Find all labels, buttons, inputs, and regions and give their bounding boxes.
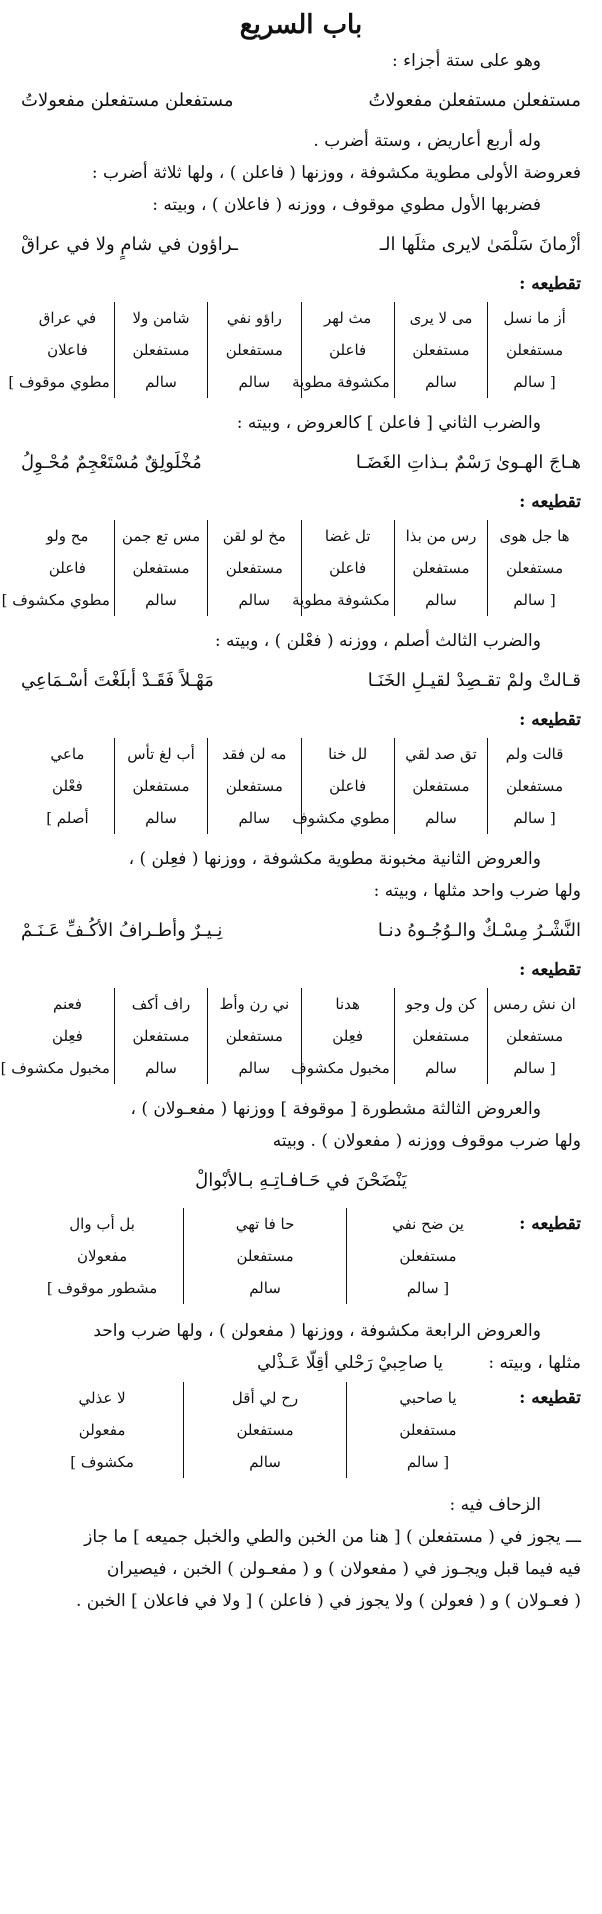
table-row xyxy=(21,1052,581,1084)
table-row xyxy=(21,1414,509,1446)
table-cell: ماعي xyxy=(50,745,85,763)
verse-3-sadr: قـالتْ ولمْ تقـصِدْ لقيـلِ الخَنَـا xyxy=(367,670,581,691)
darb3-line: والضرب الثالث أصلم ، ووزنه ( فعْلن ) ، وبيته : xyxy=(214,631,541,651)
table-cell: سالم xyxy=(208,802,301,834)
table-cell: راف أكف xyxy=(114,988,207,1020)
table-cell: تل غضا xyxy=(301,520,394,552)
verse-2 xyxy=(21,446,581,480)
table-cell: مستفعلن xyxy=(394,552,487,584)
table-cell: مستفعلن xyxy=(208,1020,301,1052)
scansion-block-6 xyxy=(21,1380,581,1488)
scansion-label: تقطيعه : xyxy=(519,274,581,294)
table-cell: فاعلن xyxy=(48,559,86,577)
table-cell: سالم xyxy=(114,366,207,398)
table-cell: [ سالم xyxy=(488,366,581,398)
intro-line: وهو على ستة أجزاء : xyxy=(391,51,541,71)
verse-2-ajuz: مُخْلَولِقٌ مُسْتَعْجِمٌ مُحْـوِلُ xyxy=(21,452,202,473)
table-cell: مستفعلن xyxy=(114,334,207,366)
table-cell: [ سالم xyxy=(346,1272,509,1304)
scansion-label: تقطيعه : xyxy=(519,960,581,980)
table-row xyxy=(21,988,581,1020)
table-row xyxy=(21,770,581,802)
table-cell: مستفعلن xyxy=(346,1414,509,1446)
meter-left: مستفعلن مستفعلن مفعولاتُ xyxy=(21,90,234,111)
table-cell: مفعولان xyxy=(77,1247,128,1265)
verse-1 xyxy=(21,228,581,262)
verse-4-sadr: النَّشْـرُ مِسْـكٌ والـوُجُـوهُ دنـا xyxy=(377,920,581,941)
scansion-block-5 xyxy=(21,1206,581,1314)
table-row xyxy=(21,552,581,584)
table-row xyxy=(21,802,581,834)
table-cell: بل أب وال xyxy=(69,1215,135,1233)
table-row xyxy=(21,1208,509,1240)
scansion-table-1 xyxy=(8,302,581,398)
table-cell: مستفعلن xyxy=(346,1240,509,1272)
scansion-table-6 xyxy=(21,1382,509,1478)
table-cell: مخبول مكشوف ] xyxy=(0,1059,110,1077)
table-row xyxy=(21,302,581,334)
arud3-line-1: والعروض الثالثة مشطورة [ موقوفة ] ووزنها ( مفعـولان ) ، xyxy=(130,1099,541,1119)
table-cell: ان نش رمس xyxy=(488,988,581,1020)
table-cell: مستفعلن xyxy=(114,1020,207,1052)
table-cell: مكشوفة مطوية xyxy=(301,584,394,616)
verse-4-ajuz: نِـيـرٌ وأطـرافُ الأكُـفِّ عَـنَـمْ xyxy=(21,920,223,941)
table-cell: فعِلن xyxy=(301,1020,394,1052)
verse-1-ajuz: ـراؤون في شامٍ ولا في عراقْ xyxy=(21,234,238,255)
table-cell: سالم xyxy=(394,802,487,834)
table-cell: مستفعلن xyxy=(394,770,487,802)
verse-3-ajuz: مَهْـلاً فَقَـدْ أبلَغْتَ أسْـمَاعِي xyxy=(21,670,214,691)
table-cell: سالم xyxy=(394,584,487,616)
table-cell: [ سالم xyxy=(488,584,581,616)
arud3-line-2: ولها ضرب موقوف ووزنه ( مفعولان ) . وبيته xyxy=(272,1131,581,1151)
table-cell: مطوي مكشوف xyxy=(301,802,394,834)
table-row xyxy=(21,1446,509,1478)
table-cell: مه لن فقد xyxy=(208,738,301,770)
table-cell: مستفعلن xyxy=(488,552,581,584)
table-cell: مستفعلن xyxy=(114,770,207,802)
table-cell: فعنم xyxy=(52,995,82,1013)
darb2-line: والضرب الثاني [ فاعلن ] كالعروض ، وبيته : xyxy=(236,413,541,433)
table-cell: مشطور موقوف ] xyxy=(46,1279,158,1297)
table-cell: مح ولو xyxy=(46,527,89,545)
verse-1-sadr: أزْمانَ سَلْمَىٰ لايرى مثلَها الـ xyxy=(379,234,581,255)
scansion-label: تقطيعه : xyxy=(519,1214,581,1234)
table-cell: سالم xyxy=(184,1272,347,1304)
table-cell: سالم xyxy=(394,1052,487,1084)
scansion-table-5 xyxy=(21,1208,509,1304)
table-cell: مس تع جمن xyxy=(114,520,207,552)
table-cell: مستفعلن xyxy=(394,1020,487,1052)
verse-2-sadr: هـاجَ الهـوىٰ رَسْمٌ بـذاتِ الغَضَـا xyxy=(355,452,581,473)
table-cell: هدنا xyxy=(301,988,394,1020)
verse-6: يا صاحِبيْ رَحْلي أقِلّا عَـذْلي xyxy=(257,1353,443,1373)
table-cell: لل خنا xyxy=(301,738,394,770)
table-cell: سالم xyxy=(114,802,207,834)
arud4-line-2-text: مثلها ، وبيته : xyxy=(488,1353,581,1373)
table-row xyxy=(21,366,581,398)
table-cell: سالم xyxy=(208,584,301,616)
table-cell: مستفعلن xyxy=(208,334,301,366)
table-cell: راؤو نفي xyxy=(208,302,301,334)
arud1-line: فعروضة الأولى مطوية مكشوفة ، ووزنها ( فاعلن ) ، ولها ثلاثة أضرب : xyxy=(91,163,581,183)
table-cell: مستفعلن xyxy=(208,552,301,584)
table-cell: فعِلن xyxy=(52,1027,83,1045)
table-cell: أصلم ] xyxy=(46,809,89,827)
table-cell: مستفعلن xyxy=(488,770,581,802)
table-cell: مكشوف ] xyxy=(70,1453,134,1471)
table-cell: فاعلن xyxy=(301,770,394,802)
table-cell: سالم xyxy=(184,1446,347,1478)
zihaf-label: الزحاف فيه : xyxy=(449,1495,541,1515)
table-cell: فعْلن xyxy=(52,777,83,795)
zihaf-line-2: فيه فيما قبل ويجـوز في ( مفعولان ) و ( مفعـولن ) الخبن ، فيصيران xyxy=(106,1559,581,1579)
table-cell: ين ضح نفي xyxy=(346,1208,509,1240)
table-cell: أز ما نسل xyxy=(488,302,581,334)
scansion-label: تقطيعه : xyxy=(519,492,581,512)
arud4-line-1: والعروض الرابعة مكشوفة ، ووزنها ( مفعولن ) ، ولها ضرب واحد xyxy=(93,1321,541,1341)
verse-5: يَنْضَحْنَ في حَـافـاتِـهِ بـالأبْوالْ xyxy=(195,1170,407,1191)
table-row xyxy=(21,334,581,366)
scansion-table-3 xyxy=(21,738,581,834)
table-row xyxy=(21,584,581,616)
table-cell: فاعلان xyxy=(47,341,88,359)
counts-line: وله أربع أعاريض ، وستة أضرب . xyxy=(313,131,541,151)
table-cell: [ سالم xyxy=(488,1052,581,1084)
table-row xyxy=(21,520,581,552)
scansion-table-2 xyxy=(1,520,581,616)
table-cell: مخبول مكشوف xyxy=(301,1052,394,1084)
table-row xyxy=(21,738,581,770)
scansion-label: تقطيعه : xyxy=(519,710,581,730)
table-cell: مستفعلن xyxy=(184,1240,347,1272)
arud2-line-2: ولها ضرب واحد مثلها ، وبيته : xyxy=(373,881,581,901)
table-cell: مى لا يرى xyxy=(394,302,487,334)
table-cell: سالم xyxy=(208,1052,301,1084)
table-cell: [ سالم xyxy=(346,1446,509,1478)
verse-4 xyxy=(21,914,581,948)
scansion-label: تقطيعه : xyxy=(519,1388,581,1408)
table-cell: مخ لو لقن xyxy=(208,520,301,552)
table-cell: يا صاحبي xyxy=(346,1382,509,1414)
scansion-table-4 xyxy=(0,988,581,1084)
table-row xyxy=(21,1240,509,1272)
table-cell: لا عذلي xyxy=(78,1389,126,1407)
table-cell: رس من بذا xyxy=(394,520,487,552)
table-cell: مستفعلن xyxy=(488,1020,581,1052)
table-cell: قالت ولم xyxy=(488,738,581,770)
meter-pattern xyxy=(21,84,581,118)
table-cell: أب لغ تأس xyxy=(114,738,207,770)
table-cell: فاعلن xyxy=(301,334,394,366)
zihaf-line-3: ( فعـولان ) و ( فعولن ) ولا يجوز في ( فاعلن ) [ ولا في فاعلان ] الخبن . xyxy=(76,1591,581,1611)
table-cell: سالم xyxy=(114,1052,207,1084)
table-cell: حا فا تهي xyxy=(184,1208,347,1240)
table-cell: في عراق xyxy=(38,309,97,327)
table-cell: مستفعلن xyxy=(184,1414,347,1446)
table-cell: مستفعلن xyxy=(394,334,487,366)
table-row xyxy=(21,1272,509,1304)
arud4-line-2 xyxy=(21,1348,581,1378)
chapter-title: باب السريع xyxy=(239,10,363,40)
table-cell: مكشوفة مطوية xyxy=(301,366,394,398)
verse-3 xyxy=(21,664,581,698)
table-cell: مث لهر xyxy=(301,302,394,334)
darb1-line: فضربها الأول مطوي موقوف ، ووزنه ( فاعلان ) ، وبيته : xyxy=(152,195,541,215)
table-cell: سالم xyxy=(208,366,301,398)
table-cell: مستفعلن xyxy=(114,552,207,584)
table-cell: مستفعلن xyxy=(208,770,301,802)
table-cell: ها جل هوى xyxy=(488,520,581,552)
table-cell: مستفعلن xyxy=(488,334,581,366)
arud2-line-1: والعروض الثانية مخبونة مطوية مكشوفة ، ووزنها ( فعِلن ) ، xyxy=(128,849,541,869)
table-cell: رح لي أقل xyxy=(184,1382,347,1414)
table-cell: كن ول وجو xyxy=(394,988,487,1020)
table-cell: فاعلن xyxy=(301,552,394,584)
table-row xyxy=(21,1382,509,1414)
table-cell: [ سالم xyxy=(488,802,581,834)
table-cell: تق صد لقي xyxy=(394,738,487,770)
table-cell: سالم xyxy=(394,366,487,398)
table-row xyxy=(21,1020,581,1052)
table-cell: مفعولن xyxy=(78,1421,126,1439)
table-cell: سالم xyxy=(114,584,207,616)
table-cell: مطوي موقوف ] xyxy=(8,373,110,391)
zihaf-line-1: ـــ يجوز في ( مستفعلن ) [ هنا من الخبن والطي والخبل جميعه ] ما جاز xyxy=(84,1527,581,1547)
meter-right: مستفعلن مستفعلن مفعولاتُ xyxy=(368,90,581,111)
table-cell: مطوي مكشوف ] xyxy=(1,591,110,609)
table-cell: شامن ولا xyxy=(114,302,207,334)
table-cell: ني رن وأط xyxy=(208,988,301,1020)
